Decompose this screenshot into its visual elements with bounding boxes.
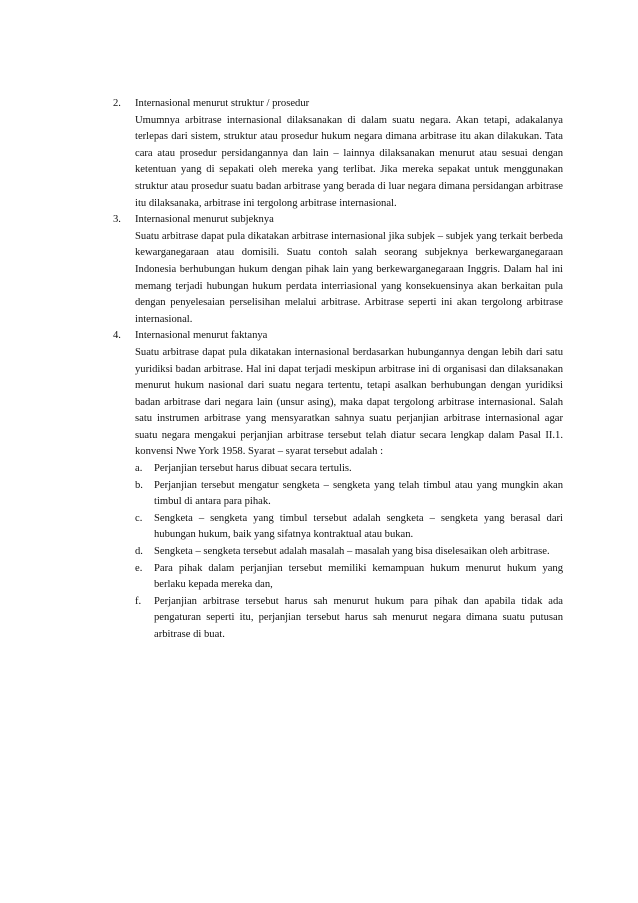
section-paragraph: Suatu arbitrase dapat pula dikatakan arbitrase internasional jika subjek – subjek yang terkait berbeda kewarganegaraan atau domisili. Suatu contoh salah seorang subjeknya berkewarganegaraan Indonesia berhubungan hukum dengan pihak lain yang berkewarganegaraan Inggris. Dalam hal ini memang terjadi hubungan hukum perdata interriasional yang konsekuensinya akan berkaitan pula dengan penyelesaian perselisihan melalui arbitrase. Arbitrase seperti ini akan tergolong arbitrase internasional. <box>135 230 563 325</box>
sub-letter: b. <box>135 479 143 491</box>
list-number: 3. <box>113 214 121 226</box>
sub-text: Sengketa – sengketa yang timbul tersebut adalah sengketa – sengketa yang berasal dari hubungan hukum, baik yang sifatnya kontraktual atau bukan. <box>154 512 563 541</box>
list-number: 2. <box>113 98 121 109</box>
sub-text: Perjanjian tersebut harus dibuat secara tertulis. <box>154 463 352 475</box>
sub-item-c <box>135 511 563 544</box>
sub-item-b <box>135 478 563 511</box>
sub-letter: e. <box>135 562 143 574</box>
sub-item-e <box>135 561 563 594</box>
sub-text: Sengketa – sengketa tersebut adalah masalah – masalah yang bisa diselesaikan oleh arbitrase. <box>154 546 550 558</box>
sub-text: Perjanjian tersebut mengatur sengketa – sengketa yang telah timbul atau yang mungkin akan timbul di antara para pihak. <box>154 479 563 508</box>
section-title: Internasional menurut faktanya <box>135 330 268 342</box>
section-title: Internasional menurut struktur / prosedur <box>135 98 310 109</box>
sub-letter: a. <box>135 463 143 475</box>
list-body <box>135 212 563 328</box>
list-number: 4. <box>113 330 121 342</box>
sub-item-a <box>135 461 563 478</box>
list-body <box>135 328 563 643</box>
section-paragraph: Umumnya arbitrase internasional dilaksanakan di dalam suatu negara. Akan tetapi, adakalanya terlepas dari sistem, struktur atau prosedur hukum negara dimana arbitrase itu akan dilakukan. Tata cara atau prosedur persidangannya dan lain – lainnya dilaksanakan menurut atau sesuai dengan ketentuan yang di sepakati oleh mereka yang terlibat. Jika mereka sepakat untuk menggunakan struktur atau prosedur suatu badan arbitrase yang berada di luar negara dimana persidangan arbitrase itu dilaksanaka, arbitrase ini tergolong arbitrase internasional. <box>135 114 563 209</box>
sub-letter: d. <box>135 546 143 558</box>
document-content <box>113 96 563 644</box>
sub-item-d <box>135 544 563 561</box>
section-paragraph: Suatu arbitrase dapat pula dikatakan internasional berdasarkan hubungannya dengan lebih dari satu yuridiksi badan arbitrase. Hal ini dapat terjadi meskipun arbitrase ini di organisasi dan dilaksanakan menurut hukum nasional dari suatu negara tertentu, tetapi asalkan berhubungan dengan yuridiksi badan arbitrase dari negara lain (unsur asing), maka dapat tergolong arbitrase internasional. Salah satu instrumen arbitrase yang mensyaratkan sahnya suatu perjanjian arbitrase internasional agar suatu negara mengakui perjanjian arbitrase tersebut telah diatur secara lengkap dalam Pasal II.1. konvensi Nwe York 1958. Syarat – syarat tersebut adalah : <box>135 346 563 458</box>
list-item-2 <box>113 96 563 212</box>
list-item-4 <box>113 328 563 643</box>
sub-text: Para pihak dalam perjanjian tersebut memiliki kemampuan hukum menurut hukum yang berlaku kepada mereka dan, <box>154 562 563 591</box>
section-title: Internasional menurut subjeknya <box>135 214 274 226</box>
list-body <box>135 96 563 212</box>
sub-text: Perjanjian arbitrase tersebut harus sah menurut hukum para pihak dan apabila tidak ada pengaturan seperti itu, perjanjian tersebut harus sah menurut negara dimana suatu putusan arbitrase di buat. <box>154 595 563 640</box>
sub-letter: c. <box>135 512 143 524</box>
list-item-3 <box>113 212 563 328</box>
sub-letter: f. <box>135 595 142 607</box>
sub-item-f <box>135 594 563 644</box>
